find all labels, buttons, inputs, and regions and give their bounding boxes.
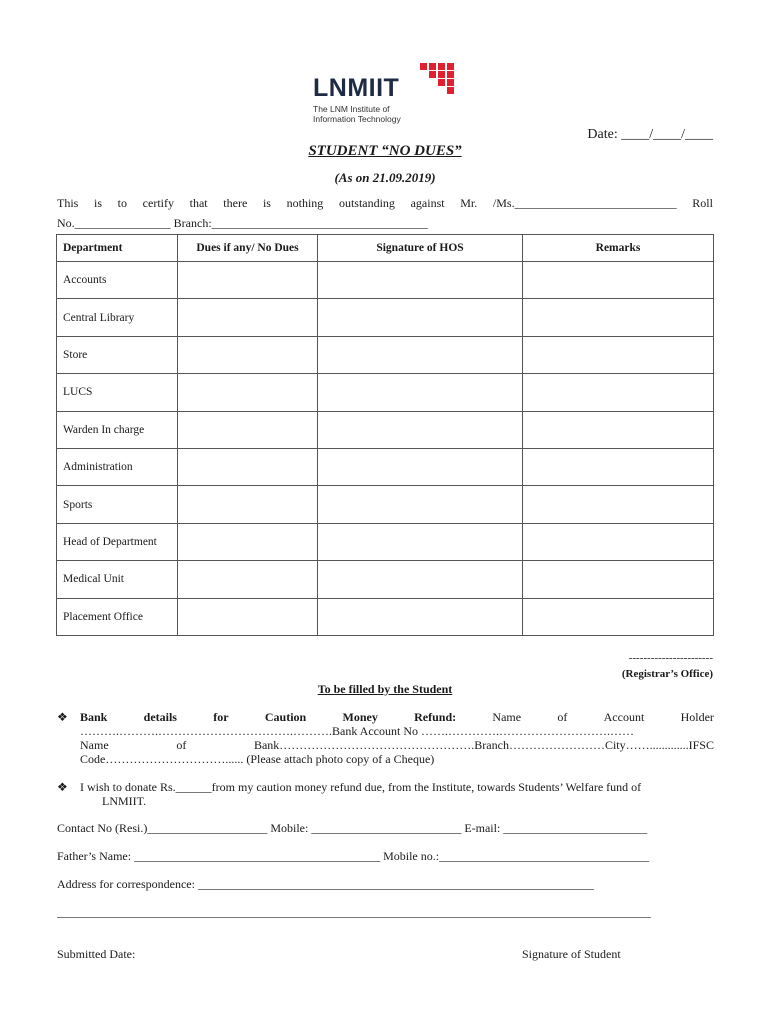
header-signature: Signature of HOS bbox=[318, 235, 523, 262]
department-cell: Administration bbox=[57, 448, 178, 485]
table-row bbox=[57, 523, 714, 560]
department-cell: Head of Department bbox=[57, 523, 178, 560]
table-row bbox=[57, 486, 714, 523]
word: of bbox=[176, 738, 187, 752]
word: Holder bbox=[680, 710, 714, 724]
department-cell: Accounts bbox=[57, 262, 178, 299]
signature-cell[interactable] bbox=[318, 598, 523, 635]
dues-cell[interactable] bbox=[178, 299, 318, 336]
logo-subtitle-line-1: The LNM Institute of bbox=[313, 104, 390, 114]
word: Refund: bbox=[414, 710, 457, 724]
dues-cell[interactable] bbox=[178, 448, 318, 485]
department-cell: Warden In charge bbox=[57, 411, 178, 448]
signature-cell[interactable] bbox=[318, 411, 523, 448]
remarks-cell[interactable] bbox=[523, 411, 714, 448]
table-row bbox=[57, 561, 714, 598]
dues-cell[interactable] bbox=[178, 523, 318, 560]
submitted-date: Submitted Date: bbox=[57, 947, 136, 961]
dues-cell[interactable] bbox=[178, 411, 318, 448]
word: This bbox=[57, 196, 79, 210]
signature-cell[interactable] bbox=[318, 561, 523, 598]
table-row bbox=[57, 598, 714, 635]
word: Roll bbox=[692, 196, 713, 210]
registrar-label: (Registrar’s Office) bbox=[621, 668, 713, 680]
student-signature: Signature of Student bbox=[522, 947, 621, 961]
department-cell: Medical Unit bbox=[57, 561, 178, 598]
word: of bbox=[557, 710, 568, 724]
table-row bbox=[57, 262, 714, 299]
word: details bbox=[143, 710, 177, 724]
bank-details bbox=[80, 710, 714, 766]
word: there bbox=[223, 196, 248, 210]
signature-cell[interactable] bbox=[318, 448, 523, 485]
department-cell: Sports bbox=[57, 486, 178, 523]
bank-line-3 bbox=[80, 738, 714, 752]
signature-cell[interactable] bbox=[318, 523, 523, 560]
signature-cell[interactable] bbox=[318, 486, 523, 523]
signature-cell[interactable] bbox=[318, 262, 523, 299]
department-cell: Store bbox=[57, 336, 178, 373]
dues-cell[interactable] bbox=[178, 561, 318, 598]
donate-statement bbox=[80, 780, 714, 808]
signature-cell[interactable] bbox=[318, 336, 523, 373]
word: Name bbox=[492, 710, 522, 724]
word: against bbox=[410, 196, 445, 210]
page-title: STUDENT “NO DUES” bbox=[308, 143, 462, 159]
remarks-cell[interactable] bbox=[523, 448, 714, 485]
bank-line-2: ……….……….…………………………….……….Bank Account No …….………….……………………….…… bbox=[80, 724, 634, 738]
address-field: Address for correspondence: __________________________________________________________________ bbox=[57, 877, 594, 891]
header-dues: Dues if any/ No Dues bbox=[178, 235, 318, 262]
word: for bbox=[213, 710, 229, 724]
logo-text: LNMIIT bbox=[313, 74, 400, 102]
word: Bank………………………………………….Branch……………………City…….............IFSC bbox=[253, 738, 714, 752]
signature-cell[interactable] bbox=[318, 374, 523, 411]
remarks-cell[interactable] bbox=[523, 299, 714, 336]
logo-subtitle bbox=[313, 104, 401, 124]
page-subtitle: (As on 21.09.2019) bbox=[334, 170, 436, 185]
word: /Ms.___________________________ bbox=[492, 196, 677, 210]
dues-cell[interactable] bbox=[178, 336, 318, 373]
dues-table bbox=[56, 234, 714, 636]
bank-line-4: Code…………………………...... (Please attach photo copy of a Cheque) bbox=[80, 752, 435, 766]
dues-cell[interactable] bbox=[178, 374, 318, 411]
table-row bbox=[57, 336, 714, 373]
donate-line-1: I wish to donate Rs.______from my caution money refund due, from the Institute, towards Students’ Welfare fund of bbox=[80, 780, 642, 794]
table-row bbox=[57, 411, 714, 448]
word: Caution bbox=[264, 710, 307, 724]
bullet-icon: ❖ bbox=[57, 780, 68, 794]
header-department: Department bbox=[57, 235, 178, 262]
department-cell: LUCS bbox=[57, 374, 178, 411]
remarks-cell[interactable] bbox=[523, 486, 714, 523]
table-row bbox=[57, 374, 714, 411]
student-section-title: To be filled by the Student bbox=[317, 682, 453, 696]
word: certify bbox=[142, 196, 174, 210]
remarks-cell[interactable] bbox=[523, 374, 714, 411]
bullet-icon: ❖ bbox=[57, 710, 68, 724]
word: outstanding bbox=[338, 196, 395, 210]
word: Money bbox=[342, 710, 378, 724]
word: Account bbox=[603, 710, 645, 724]
header-remarks: Remarks bbox=[523, 235, 714, 262]
word: nothing bbox=[286, 196, 324, 210]
remarks-cell[interactable] bbox=[523, 336, 714, 373]
certify-line-1 bbox=[57, 193, 713, 213]
word: Bank bbox=[80, 710, 108, 724]
dues-cell[interactable] bbox=[178, 262, 318, 299]
dues-cell[interactable] bbox=[178, 486, 318, 523]
remarks-cell[interactable] bbox=[523, 523, 714, 560]
logo-grid-icon bbox=[420, 63, 456, 95]
certify-paragraph bbox=[57, 193, 713, 233]
remarks-cell[interactable] bbox=[523, 598, 714, 635]
dues-cell[interactable] bbox=[178, 598, 318, 635]
address-line-2: ___________________________________________________________________________________________________ bbox=[57, 905, 651, 919]
signature-cell[interactable] bbox=[318, 299, 523, 336]
date-field: Date: ____/____/____ bbox=[587, 127, 713, 142]
registrar-signature-line: ----------------------- bbox=[628, 652, 713, 664]
father-name-field: Father’s Name: _________________________________________ Mobile no.:___________________________________ bbox=[57, 849, 650, 863]
word: is bbox=[94, 196, 103, 210]
logo-subtitle-line-2: Information Technology bbox=[313, 114, 401, 124]
word: that bbox=[189, 196, 208, 210]
table-row bbox=[57, 448, 714, 485]
donate-line-2: LNMIIT. bbox=[102, 794, 147, 808]
table-row bbox=[57, 299, 714, 336]
remarks-cell[interactable] bbox=[523, 262, 714, 299]
word: is bbox=[262, 196, 271, 210]
certify-line-2: No.________________ Branch:____________________________________ bbox=[57, 216, 428, 230]
contact-field: Contact No (Resi.)____________________ Mobile: _________________________ E-mail: ________________________ bbox=[57, 821, 648, 835]
table-header-row bbox=[57, 235, 714, 262]
department-cell: Central Library bbox=[57, 299, 178, 336]
word: Name bbox=[80, 738, 109, 752]
bank-line-1 bbox=[80, 710, 714, 724]
word: to bbox=[117, 196, 128, 210]
remarks-cell[interactable] bbox=[523, 561, 714, 598]
department-cell: Placement Office bbox=[57, 598, 178, 635]
word: Mr. bbox=[460, 196, 478, 210]
